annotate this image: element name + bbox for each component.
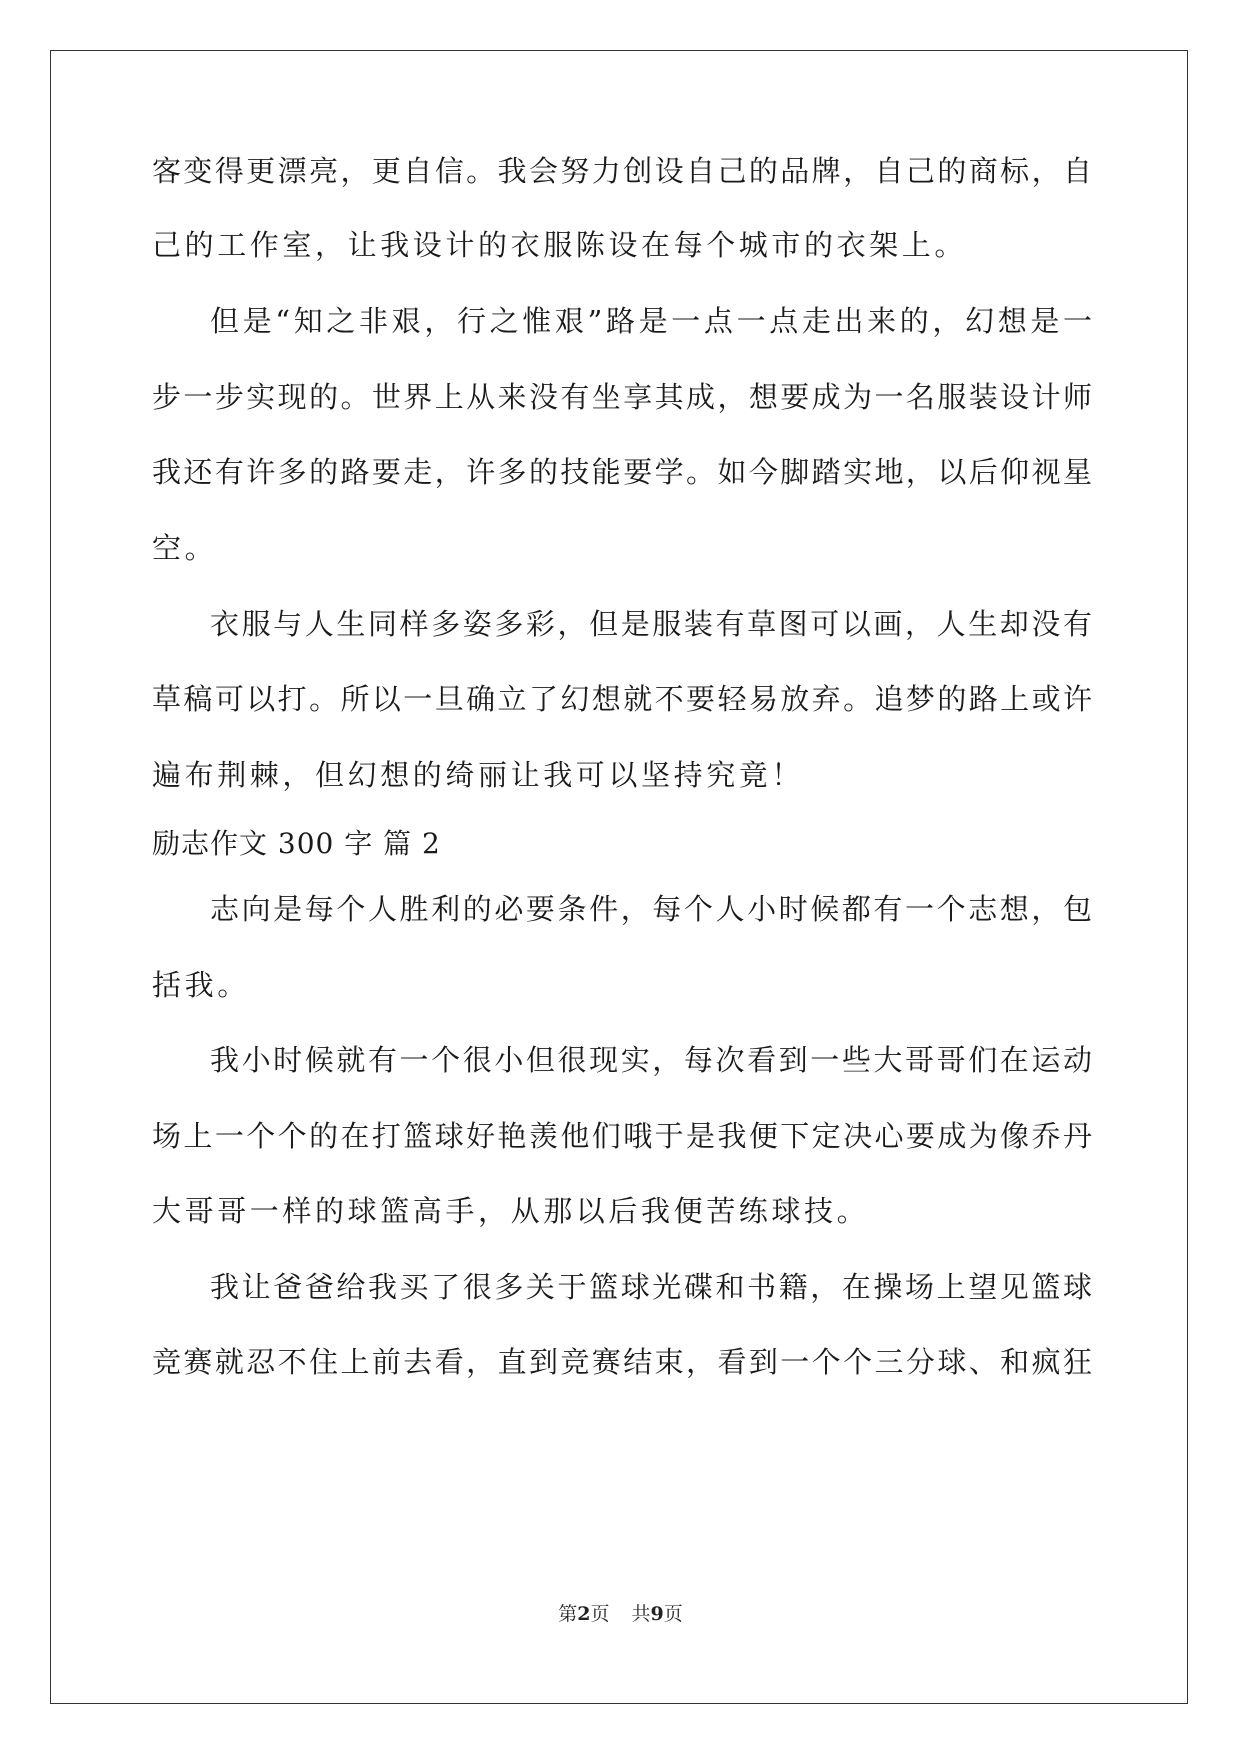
text-line: 己的工作室，让我设计的衣服陈设在每个城市的衣架上。 (152, 228, 968, 262)
page-prefix: 第 (558, 1603, 578, 1625)
text-line: 步一步实现的。世界上从来没有坐享其成，想要成为一名服装设计师 (152, 380, 1092, 414)
paragraph-first-line: 我让爸爸给我买了很多关于篮球光碟和书籍，在操场上望见篮球 (210, 1270, 1092, 1304)
text-line: 括我。 (152, 968, 250, 1002)
total-prefix: 共 (631, 1603, 651, 1625)
text-line: 草稿可以打。所以一旦确立了幻想就不要轻易放弃。追梦的路上或许 (152, 682, 1092, 716)
paragraph-first-line: 衣服与人生同样多姿多彩，但是服装有草图可以画，人生却没有 (210, 607, 1092, 641)
text-line: 竞赛就忍不住上前去看，直到竞赛结束，看到一个个三分球、和疯狂 (152, 1345, 1092, 1379)
text-line: 我还有许多的路要走，许多的技能要学。如今脚踏实地，以后仰视星 (152, 455, 1092, 489)
text-line: 空。 (152, 531, 218, 565)
page-number: 2 (577, 1603, 591, 1625)
page-border (50, 50, 1188, 1704)
text-line: 大哥哥一样的球篮高手，从那以后我便苦练球技。 (152, 1194, 870, 1228)
page-total: 9 (650, 1603, 664, 1625)
paragraph-first-line: 但是“知之非艰，行之惟艰”路是一点一点走出来的，幻想是一 (210, 304, 1092, 338)
section-heading: 励志作文 300 字 篇 2 (152, 827, 441, 860)
total-suffix: 页 (663, 1603, 683, 1625)
text-line: 场上一个个的在打篮球好艳羡他们哦于是我便下定决心要成为像乔丹 (152, 1119, 1092, 1153)
text-line: 遍布荆棘，但幻想的绮丽让我可以坚持究竟！ (152, 758, 805, 792)
page-suffix: 页 (590, 1603, 610, 1625)
text-line: 客变得更漂亮，更自信。我会努力创设自己的品牌，自己的商标，自 (152, 154, 1092, 188)
paragraph-first-line: 我小时候就有一个很小但很现实，每次看到一些大哥哥们在运动 (210, 1043, 1092, 1077)
paragraph-first-line: 志向是每个人胜利的必要条件，每个人小时候都有一个志想，包 (210, 892, 1092, 926)
page-footer (0, 1602, 1241, 1626)
